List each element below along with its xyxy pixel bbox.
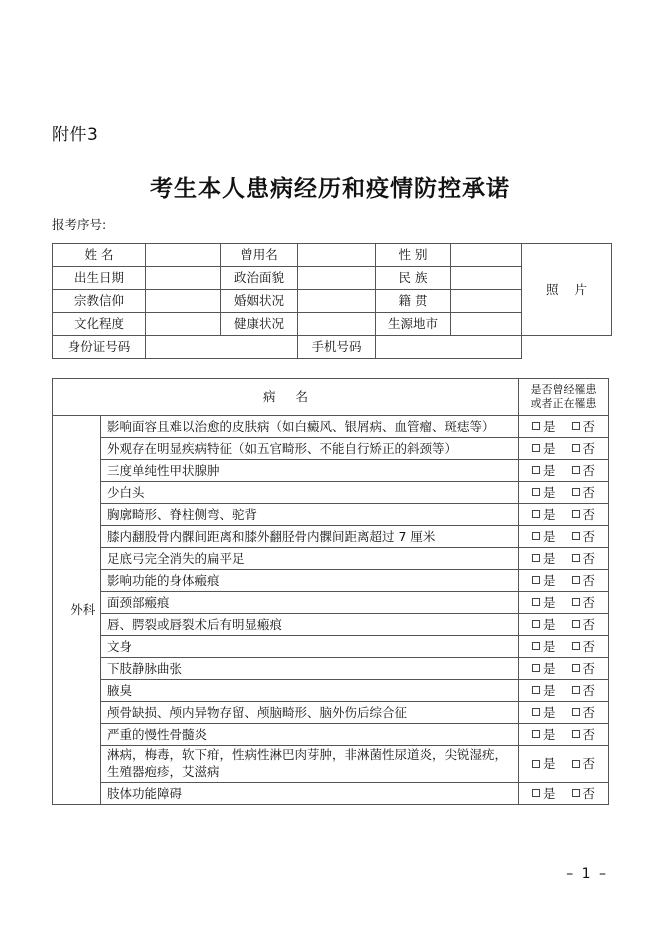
disease-item-label: 胸廓畸形、脊柱侧弯、驼背: [101, 504, 519, 526]
answer-yes-label: 是: [543, 616, 556, 632]
page-title: 考生本人患病经历和疫情防控承诺: [150, 176, 510, 202]
disease-item-label: 腋臭: [101, 680, 519, 702]
checkbox-yes-icon[interactable]: [532, 422, 540, 430]
disease-row: [53, 783, 609, 805]
answer-option-yes[interactable]: [532, 756, 556, 772]
disease-answer-cell: [519, 592, 609, 614]
answer-no-label: 否: [582, 440, 596, 456]
disease-item-label: 影响面容且难以治愈的皮肤病（如白癜风、银屑病、血管瘤、斑痣等）: [101, 416, 519, 438]
answer-yes-label: 是: [543, 785, 556, 801]
disease-name-column-header: 病 名: [53, 379, 519, 416]
disease-answer-cell: [519, 658, 609, 680]
photo-placeholder: 照 片: [522, 244, 612, 336]
info-field-label: 民 族: [376, 267, 451, 290]
answer-yes-label: 是: [543, 638, 556, 654]
answer-option-no[interactable]: [572, 786, 596, 802]
answer-header-line-2: 或者正在罹患: [530, 397, 597, 410]
disease-row: [53, 680, 609, 702]
info-field-value[interactable]: [451, 313, 522, 336]
answer-option-no[interactable]: [572, 419, 596, 435]
answer-option-yes[interactable]: [532, 617, 556, 633]
answer-option-yes[interactable]: [532, 463, 556, 479]
checkbox-yes-icon[interactable]: [532, 488, 540, 496]
disease-row: [53, 570, 609, 592]
info-field-value[interactable]: [146, 267, 221, 290]
checkbox-yes-icon[interactable]: [532, 708, 540, 716]
disease-answer-cell: [519, 548, 609, 570]
info-field-label: 出生日期: [53, 267, 146, 290]
disease-answer-cell: [519, 702, 609, 724]
checkbox-yes-icon[interactable]: [532, 760, 540, 768]
answer-option-no[interactable]: [572, 727, 596, 743]
disease-answer-cell: [519, 416, 609, 438]
info-field-value[interactable]: [298, 313, 376, 336]
info-field-label: 婚姻状况: [221, 290, 298, 313]
answer-no-label: 否: [582, 506, 596, 522]
disease-row: [53, 746, 609, 783]
answer-yes-label: 是: [543, 594, 556, 610]
info-field-value[interactable]: [451, 290, 522, 313]
answer-no-label: 否: [582, 550, 596, 566]
disease-answer-cell: [519, 724, 609, 746]
answer-no-label: 否: [582, 785, 596, 801]
checkbox-yes-icon[interactable]: [532, 642, 540, 650]
info-field-label: 政治面貌: [221, 267, 298, 290]
checkbox-no-icon[interactable]: [572, 642, 580, 650]
disease-row: [53, 614, 609, 636]
checkbox-yes-icon[interactable]: [532, 554, 540, 562]
info-field-label: 曾用名: [221, 244, 298, 267]
checkbox-no-icon[interactable]: [572, 422, 580, 430]
checkbox-no-icon[interactable]: [572, 444, 580, 452]
answer-option-yes[interactable]: [532, 661, 556, 677]
disease-item-label: 面颈部瘢痕: [101, 592, 519, 614]
disease-answer-column-header: [519, 379, 609, 416]
checkbox-yes-icon[interactable]: [532, 620, 540, 628]
answer-option-yes[interactable]: [532, 705, 556, 721]
checkbox-no-icon[interactable]: [572, 664, 580, 672]
answer-yes-label: 是: [543, 726, 556, 742]
checkbox-no-icon[interactable]: [572, 576, 580, 584]
answer-option-yes[interactable]: [532, 441, 556, 457]
disease-item-label: 膝内翻股骨内髁间距离和膝外翻胫骨内髁间距离超过 7 厘米: [101, 526, 519, 548]
disease-item-label: 肢体功能障碍: [101, 783, 519, 805]
checkbox-no-icon[interactable]: [572, 554, 580, 562]
disease-row: [53, 724, 609, 746]
answer-no-label: 否: [582, 418, 596, 434]
answer-option-no[interactable]: [572, 595, 596, 611]
disease-item-label: 三度单纯性甲状腺肿: [101, 460, 519, 482]
answer-option-no[interactable]: [572, 573, 596, 589]
disease-answer-cell: [519, 783, 609, 805]
disease-row: [53, 416, 609, 438]
answer-yes-label: 是: [543, 682, 556, 698]
answer-no-label: 否: [582, 484, 596, 500]
info-field-label: 健康状况: [221, 313, 298, 336]
checkbox-yes-icon[interactable]: [532, 466, 540, 474]
phone-number-label: 手机号码: [298, 336, 376, 359]
disease-category-surgery: [53, 416, 101, 805]
answer-yes-label: 是: [543, 704, 556, 720]
answer-option-no[interactable]: [572, 463, 596, 479]
disease-row: [53, 460, 609, 482]
answer-option-yes[interactable]: [532, 529, 556, 545]
disease-answer-cell: [519, 504, 609, 526]
disease-answer-cell: [519, 482, 609, 504]
disease-answer-cell: [519, 680, 609, 702]
answer-yes-label: 是: [543, 660, 556, 676]
disease-header-row: [53, 379, 609, 416]
disease-checklist-body: [53, 379, 609, 805]
info-field-value[interactable]: [146, 290, 221, 313]
disease-row: [53, 658, 609, 680]
disease-item-label: 足底弓完全消失的扁平足: [101, 548, 519, 570]
answer-yes-label: 是: [543, 440, 556, 456]
info-field-label: 生源地市: [376, 313, 451, 336]
answer-no-label: 否: [582, 462, 596, 478]
disease-answer-cell: [519, 614, 609, 636]
answer-no-label: 否: [582, 616, 596, 632]
answer-no-label: 否: [582, 660, 596, 676]
checkbox-no-icon[interactable]: [572, 466, 580, 474]
disease-item-label: 下肢静脉曲张: [101, 658, 519, 680]
checkbox-yes-icon[interactable]: [532, 598, 540, 606]
answer-no-label: 否: [582, 682, 596, 698]
info-field-value[interactable]: [298, 244, 376, 267]
disease-item-label: 唇、腭裂或唇裂术后有明显瘢痕: [101, 614, 519, 636]
checkbox-yes-icon[interactable]: [532, 510, 540, 518]
checkbox-no-icon[interactable]: [572, 510, 580, 518]
disease-row: [53, 592, 609, 614]
checkbox-no-icon[interactable]: [572, 789, 580, 797]
disease-item-label: 严重的慢性骨髓炎: [101, 724, 519, 746]
disease-answer-cell: [519, 438, 609, 460]
answer-no-label: 否: [582, 704, 596, 720]
checkbox-no-icon[interactable]: [572, 730, 580, 738]
answer-option-no[interactable]: [572, 683, 596, 699]
personal-info-body: [53, 244, 612, 359]
checkbox-no-icon[interactable]: [572, 598, 580, 606]
answer-option-no[interactable]: [572, 529, 596, 545]
disease-checklist-table: [52, 378, 609, 805]
answer-option-no[interactable]: [572, 441, 596, 457]
answer-option-yes[interactable]: [532, 595, 556, 611]
answer-no-label: 否: [582, 528, 596, 544]
disease-answer-cell: [519, 746, 609, 783]
answer-no-label: 否: [582, 594, 596, 610]
disease-answer-cell: [519, 636, 609, 658]
answer-no-label: 否: [582, 572, 596, 588]
checkbox-no-icon[interactable]: [572, 532, 580, 540]
id-number-label: 身份证号码: [53, 336, 146, 359]
answer-yes-label: 是: [543, 462, 556, 478]
info-field-value[interactable]: [451, 267, 522, 290]
info-row: [53, 244, 612, 267]
info-field-value[interactable]: [298, 267, 376, 290]
checkbox-no-icon[interactable]: [572, 488, 580, 496]
answer-option-no[interactable]: [572, 617, 596, 633]
answer-yes-label: 是: [543, 550, 556, 566]
answer-option-yes[interactable]: [532, 786, 556, 802]
answer-option-no[interactable]: [572, 705, 596, 721]
answer-option-yes[interactable]: [532, 419, 556, 435]
info-row-identity: [53, 336, 612, 359]
disease-category-label: 外科: [70, 602, 96, 618]
answer-option-no[interactable]: [572, 661, 596, 677]
answer-header-line-1: 是否曾经罹患: [530, 383, 597, 397]
disease-answer-cell: [519, 460, 609, 482]
answer-option-yes[interactable]: [532, 683, 556, 699]
phone-number-value[interactable]: [376, 336, 522, 359]
answer-no-label: 否: [582, 726, 596, 742]
checkbox-yes-icon[interactable]: [532, 686, 540, 694]
info-field-value[interactable]: [146, 313, 221, 336]
answer-yes-label: 是: [543, 572, 556, 588]
answer-option-no[interactable]: [572, 485, 596, 501]
info-field-label: 宗教信仰: [53, 290, 146, 313]
answer-yes-label: 是: [543, 418, 556, 434]
answer-yes-label: 是: [543, 484, 556, 500]
answer-no-label: 否: [582, 638, 596, 654]
disease-row: [53, 702, 609, 724]
checkbox-yes-icon[interactable]: [532, 576, 540, 584]
disease-item-label: 少白头: [101, 482, 519, 504]
disease-answer-cell: [519, 526, 609, 548]
answer-option-yes[interactable]: [532, 639, 556, 655]
checkbox-yes-icon[interactable]: [532, 664, 540, 672]
info-field-value[interactable]: [451, 244, 522, 267]
info-field-label: 性 别: [376, 244, 451, 267]
disease-row: [53, 636, 609, 658]
serial-number-label: 报考序号:: [52, 217, 107, 232]
answer-option-no[interactable]: [572, 507, 596, 523]
disease-row: [53, 438, 609, 460]
personal-info-table: [52, 243, 612, 359]
answer-yes-label: 是: [543, 506, 556, 522]
checkbox-yes-icon[interactable]: [532, 730, 540, 738]
disease-row: [53, 504, 609, 526]
checkbox-yes-icon[interactable]: [532, 444, 540, 452]
info-field-label: 姓 名: [53, 244, 146, 267]
attachment-label: 附件3: [52, 125, 99, 145]
disease-row: [53, 482, 609, 504]
answer-yes-label: 是: [543, 756, 556, 772]
answer-option-yes[interactable]: [532, 573, 556, 589]
checkbox-no-icon[interactable]: [572, 708, 580, 716]
disease-item-label: 淋病，梅毒，软下疳，性病性淋巴肉芽肿，非淋菌性尿道炎，尖锐湿疣，生殖器疱疹，艾滋病: [101, 746, 519, 783]
answer-option-no[interactable]: [572, 551, 596, 567]
checkbox-no-icon[interactable]: [572, 686, 580, 694]
disease-item-label: 外观存在明显疾病特征（如五官畸形、不能自行矫正的斜颈等）: [101, 438, 519, 460]
checkbox-yes-icon[interactable]: [532, 789, 540, 797]
answer-option-yes[interactable]: [532, 727, 556, 743]
answer-option-yes[interactable]: [532, 551, 556, 567]
answer-option-yes[interactable]: [532, 507, 556, 523]
checkbox-yes-icon[interactable]: [532, 532, 540, 540]
info-field-label: 籍 贯: [376, 290, 451, 313]
disease-item-label: 文身: [101, 636, 519, 658]
answer-no-label: 否: [582, 756, 596, 772]
page-number-footer: – 1 –: [566, 866, 608, 882]
answer-option-no[interactable]: [572, 639, 596, 655]
answer-option-yes[interactable]: [532, 485, 556, 501]
info-field-label: 文化程度: [53, 313, 146, 336]
disease-row: [53, 526, 609, 548]
info-field-value[interactable]: [146, 244, 221, 267]
answer-option-no[interactable]: [572, 756, 596, 772]
disease-answer-cell: [519, 570, 609, 592]
disease-row: [53, 548, 609, 570]
disease-item-label: 颅骨缺损、颅内异物存留、颅脑畸形、脑外伤后综合征: [101, 702, 519, 724]
info-field-value[interactable]: [298, 290, 376, 313]
checkbox-no-icon[interactable]: [572, 620, 580, 628]
disease-item-label: 影响功能的身体瘢痕: [101, 570, 519, 592]
id-number-value[interactable]: [146, 336, 298, 359]
answer-yes-label: 是: [543, 528, 556, 544]
checkbox-no-icon[interactable]: [572, 760, 580, 768]
